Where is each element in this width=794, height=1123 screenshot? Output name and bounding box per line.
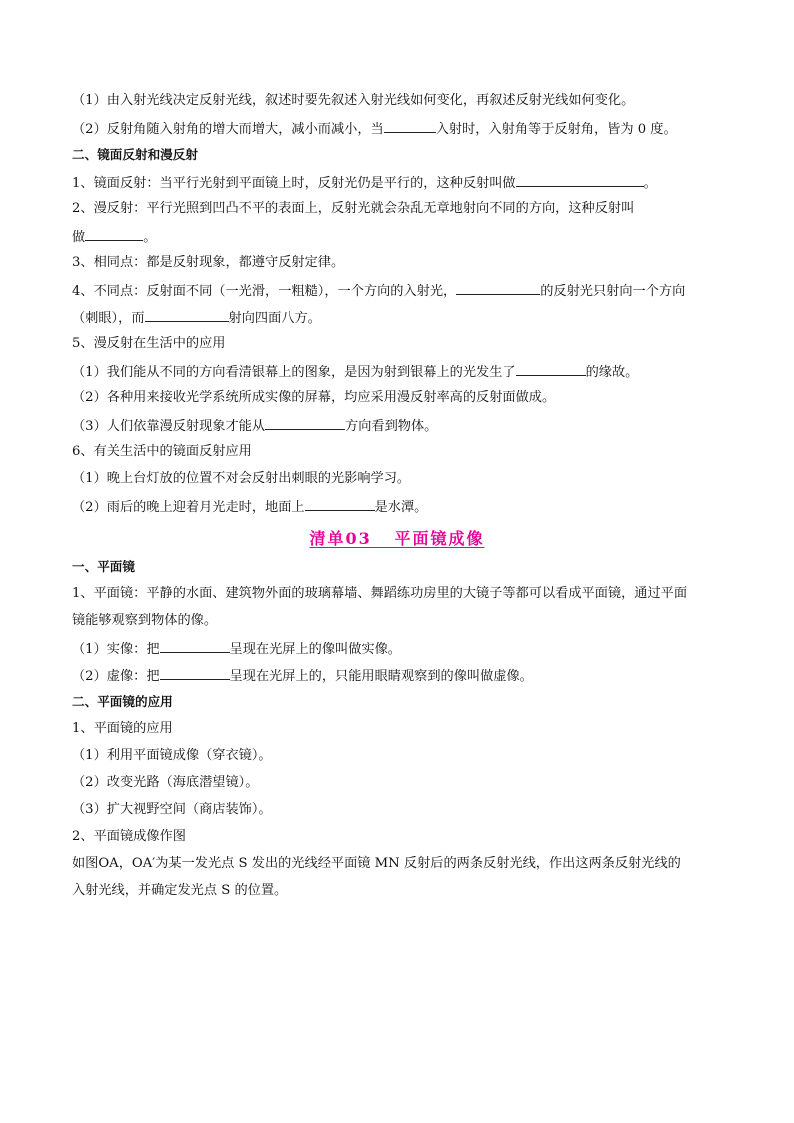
text: 。 (643, 176, 657, 191)
text-line (72, 335, 722, 362)
text: 2、漫反射：平行光照到凹凸不平的表面上，反射光就会杂乱无章地射向不同的方向，这种反射叫 (72, 201, 635, 216)
section-title-row (72, 524, 722, 558)
text-line (72, 720, 722, 747)
subheading-text: 二、镜面反射和漫反射 (72, 147, 198, 162)
text-line (72, 801, 722, 828)
text-line (72, 173, 722, 200)
fill-blank[interactable] (456, 281, 540, 295)
text-line (72, 281, 722, 308)
section-number: 清单03 (309, 529, 372, 548)
text: 的缘故。 (585, 365, 639, 380)
text: 1、镜面反射：当平行光射到平面镜上时，反射光仍是平行的，这种反射叫做 (72, 176, 516, 191)
subheading (72, 146, 722, 173)
section-title (309, 526, 484, 549)
text-line (72, 612, 722, 639)
text-line (72, 585, 722, 612)
text-line (72, 497, 722, 524)
text: 入射时，入射角等于反射角，皆为 0 度。 (435, 122, 677, 137)
text: （2）各种用来接收光学系统所成实像的屏幕，均应采用漫反射率高的反射面做成。 (72, 390, 556, 405)
text: 呈现在光屏上的像叫做实像。 (229, 642, 401, 657)
text: 射向四面八方。 (228, 311, 321, 326)
text: 1、平面镜：平静的水面、建筑物外面的玻璃幕墙、舞蹈练功房里的大镜子等都可以看成平面镜，通过平面 (72, 586, 688, 601)
text: 做 (72, 230, 86, 245)
text: （3）扩大视野空间（商店装饰）。 (72, 802, 272, 817)
fill-blank[interactable] (85, 227, 143, 241)
fill-blank[interactable] (516, 362, 586, 376)
text: （3）人们依靠漫反射现象才能从 (72, 419, 266, 434)
text: （1）由入射光线决定反射光线，叙述时要先叙述入射光线如何变化，再叙述反射光线如何变化。 (72, 93, 635, 108)
text-line (72, 470, 722, 497)
text: 3、相同点：都是反射现象，都遵守反射定律。 (72, 255, 345, 270)
text-line (72, 666, 722, 693)
subheading-text: 二、平面镜的应用 (72, 694, 173, 709)
fill-blank[interactable] (145, 308, 229, 322)
text-line (72, 119, 722, 146)
text: （2）改变光路（海底潜望镜）。 (72, 775, 259, 790)
text: 4、不同点：反射面不同（一光滑，一粗糙），一个方向的入射光， (72, 284, 457, 299)
text: （1）实像：把 (72, 642, 160, 657)
text: 入射光线，并确定发光点 S 的位置。 (72, 883, 288, 898)
text-line (72, 443, 722, 470)
document-page (72, 92, 722, 909)
text-line (72, 416, 722, 443)
text-line (72, 774, 722, 801)
fill-blank[interactable] (516, 173, 644, 187)
text: 是水潭。 (374, 500, 428, 515)
text-line (72, 882, 722, 909)
fill-blank[interactable] (384, 119, 436, 133)
text: （1）晚上台灯放的位置不对会反射出刺眼的光影响学习。 (72, 471, 411, 486)
text: 6、有关生活中的镜面反射应用 (72, 444, 252, 459)
text: （1）我们能从不同的方向看清银幕上的图象，是因为射到银幕上的光发生了 (72, 365, 516, 380)
text-line (72, 308, 722, 335)
text-line (72, 200, 722, 227)
text: 方向看到物体。 (345, 419, 438, 434)
text: 呈现在光屏上的，只能用眼睛观察到的像叫做虚像。 (229, 669, 533, 684)
section-name: 平面镜成像 (394, 529, 485, 548)
text: 如图OA，OA′为某一发光点 S 发出的光线经平面镜 MN 反射后的两条反射光线，作出这两条反射光线的 (72, 856, 681, 871)
text-line (72, 92, 722, 119)
text-line (72, 389, 722, 416)
fill-blank[interactable] (305, 497, 375, 511)
text-line (72, 362, 722, 389)
subheading (72, 693, 722, 720)
text: （2）雨后的晚上迎着月光走时，地面上 (72, 500, 305, 515)
fill-blank[interactable] (265, 416, 345, 430)
text: （1）利用平面镜成像（穿衣镜）。 (72, 748, 272, 763)
text: 5、漫反射在生活中的应用 (72, 336, 226, 351)
text-line (72, 227, 722, 254)
text-line (72, 855, 722, 882)
subheading-text: 一、平面镜 (72, 559, 135, 574)
text-line (72, 254, 722, 281)
text: 1、平面镜的应用 (72, 721, 173, 736)
text: 的反射光只射向一个方向 (540, 284, 686, 299)
subheading (72, 558, 722, 585)
text: （2）反射角随入射角的增大而增大，减小而减小，当 (72, 122, 384, 137)
text: 镜能够观察到物体的像。 (72, 613, 218, 628)
text: 。 (143, 230, 157, 245)
text-line (72, 747, 722, 774)
text-line (72, 639, 722, 666)
text: （2）虚像：把 (72, 669, 160, 684)
fill-blank[interactable] (160, 639, 230, 653)
text-line (72, 828, 722, 855)
text: 2、平面镜成像作图 (72, 829, 186, 844)
text: （刺眼），而 (72, 311, 145, 326)
fill-blank[interactable] (160, 666, 230, 680)
